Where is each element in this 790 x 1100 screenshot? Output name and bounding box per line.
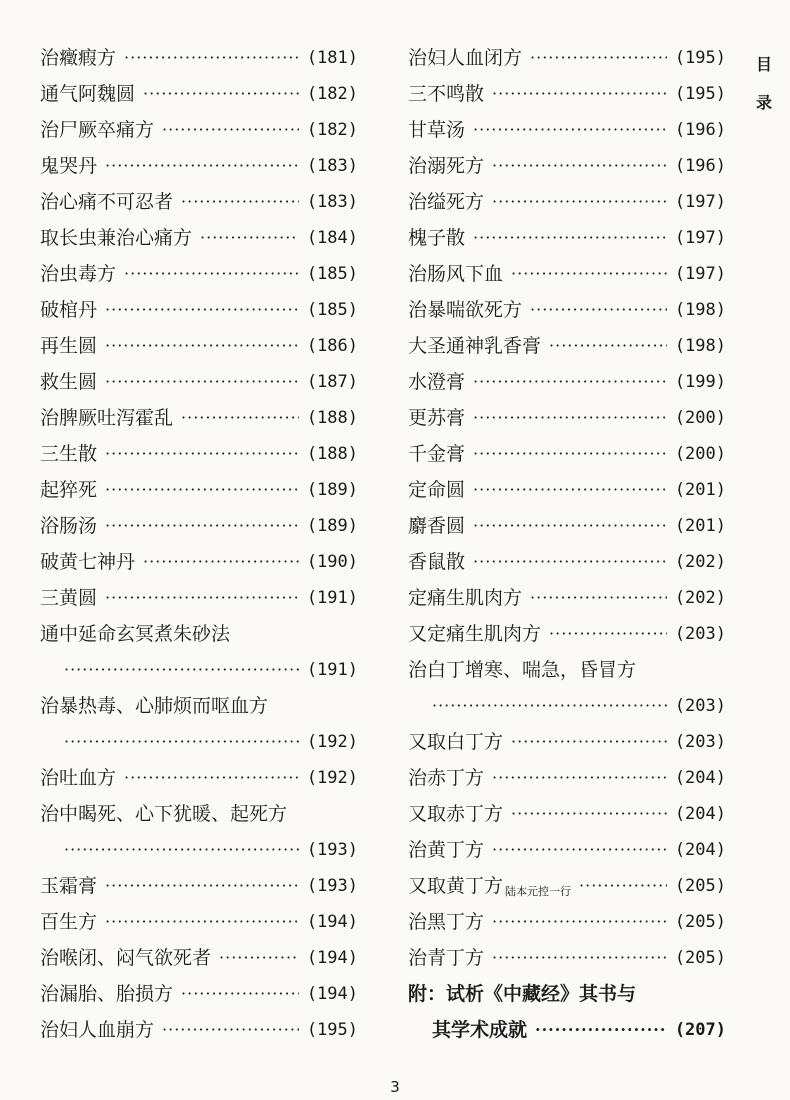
toc-entry-title: 槐子散 [408,227,466,249]
toc-entry [408,436,726,472]
toc-entry-page: (200) [674,444,726,464]
toc-entry-title: 通中延命玄冥煮朱砂法 [40,623,231,645]
toc-entry [40,652,358,688]
toc-entry [40,508,358,544]
toc-entry-title: 治癥瘕方 [40,47,117,69]
dot-leader [162,112,299,148]
dot-leader [105,148,299,184]
toc-entry-page: (192) [306,732,358,752]
dot-leader [64,652,299,688]
toc-entry-page: (197) [674,228,726,248]
toc-entry [40,580,358,616]
toc-entry-page: (195) [674,84,726,104]
dot-leader [492,904,667,940]
toc-entry-page: (202) [674,588,726,608]
dot-leader [181,976,299,1012]
toc-entry [408,256,726,292]
toc-entry-title: 治尸厥卒痛方 [40,119,155,141]
toc-entry-title: 又取黄丁方 [408,875,504,897]
toc-entry-title: 百生方 [40,911,98,933]
dot-leader [511,724,667,760]
dot-leader [105,292,299,328]
toc-entry-page: (207) [674,1020,726,1040]
dot-leader [530,40,667,76]
toc-entry-title: 治赤丁方 [408,767,485,789]
toc-entry [40,256,358,292]
toc-entry-page: (204) [674,840,726,860]
toc-entry-page: (188) [306,444,358,464]
toc-entry [408,508,726,544]
toc-entry-page: (191) [306,588,358,608]
toc-entry-title: 治暴热毒、心肺烦而呕血方 [40,695,269,717]
toc-entry-page: (185) [306,264,358,284]
toc-entry [40,436,358,472]
toc-entry [40,1012,358,1048]
toc-entry-page: (193) [306,876,358,896]
dot-leader [105,328,299,364]
toc-entry [40,832,358,868]
toc-entry-page: (183) [306,192,358,212]
toc-entry-page: (196) [674,156,726,176]
toc-entry [408,796,726,832]
dot-leader [511,796,667,832]
dot-leader [105,580,299,616]
dot-leader [473,364,667,400]
toc-entry-title: 麝香圆 [408,515,466,537]
toc-entry-page: (182) [306,84,358,104]
toc-entry [40,364,358,400]
side-label-char: 录 [755,93,772,112]
toc-entry [408,904,726,940]
toc-entry [408,940,726,976]
toc-entry [408,724,726,760]
toc-entry [408,328,726,364]
toc-entry [408,40,726,76]
toc-entry-page: (197) [674,192,726,212]
toc-entry [408,220,726,256]
toc-entry-title: 治虫毒方 [40,263,117,285]
toc-entry [408,112,726,148]
toc-entry-title: 治妇人血闭方 [408,47,523,69]
toc-entry-title: 又取白丁方 [408,731,504,753]
toc-entry-page: (192) [306,768,358,788]
toc-entry [40,688,358,724]
dot-leader [473,220,667,256]
dot-leader [579,868,667,904]
toc-entry-title: 又取赤丁方 [408,803,504,825]
dot-leader [473,508,667,544]
toc-entry [40,184,358,220]
toc-entry-title: 水澄膏 [408,371,466,393]
toc-entry-title: 治青丁方 [408,947,485,969]
toc-entry-title: 治白丁增寒、喘急，昏冒方 [408,659,637,681]
toc-entry-page: (198) [674,336,726,356]
dot-leader [181,400,299,436]
toc-entry-page: (205) [674,876,726,896]
dot-leader [124,40,299,76]
toc-entry-note: 陆本元控一行 [505,885,572,898]
dot-leader [181,184,299,220]
toc-entry-title: 又定痛生肌肉方 [408,623,542,645]
section-side-label [752,46,776,122]
toc-entry-page: (205) [674,948,726,968]
dot-leader [143,76,299,112]
dot-leader [473,400,667,436]
toc-entry [40,472,358,508]
dot-leader [473,472,667,508]
dot-leader [200,220,299,256]
toc-entry-page: (204) [674,804,726,824]
toc-entry [408,652,726,688]
toc-entry-page: (203) [674,732,726,752]
toc-entry-title: 治黑丁方 [408,911,485,933]
toc-entry-title: 千金膏 [408,443,466,465]
toc-entry-title: 破黄七神丹 [40,551,136,573]
toc-entry [408,1012,726,1048]
toc-entry [40,976,358,1012]
toc-entry-title: 治漏胎、胎损方 [40,983,174,1005]
dot-leader [432,688,667,724]
toc-entry-page: (195) [674,48,726,68]
toc-entry-title: 治妇人血崩方 [40,1019,155,1041]
toc-entry-page: (187) [306,372,358,392]
dot-leader [492,148,667,184]
toc-entry-title: 再生圆 [40,335,98,357]
toc-entry [40,760,358,796]
toc-entry-title: 治暴喘欲死方 [408,299,523,321]
toc-entry-page: (196) [674,120,726,140]
toc-entry-page: (185) [306,300,358,320]
toc-entry-title: 救生圆 [40,371,98,393]
toc-entry-title: 甘草汤 [408,119,466,141]
dot-leader [530,580,667,616]
page-number: 3 [390,1078,400,1096]
dot-leader [473,436,667,472]
toc-entry-title: 治脾厥吐泻霍乱 [40,407,174,429]
dot-leader [143,544,299,580]
toc-entry-title: 浴肠汤 [40,515,98,537]
dot-leader [64,832,299,868]
toc-entry-page: (200) [674,408,726,428]
toc-entry-title: 起猝死 [40,479,98,501]
dot-leader [549,616,667,652]
toc-entry [408,544,726,580]
toc-entry [408,400,726,436]
dot-leader [492,940,667,976]
toc-entry-page: (183) [306,156,358,176]
toc-entry [40,220,358,256]
dot-leader [492,184,667,220]
toc-entry-title: 治吐血方 [40,767,117,789]
toc-entry-title: 附：试析《中藏经》其书与 [408,983,637,1005]
toc-entry-page: (195) [306,1020,358,1040]
toc-entry-title: 治喉闭、闷气欲死者 [40,947,212,969]
toc-entry-page: (201) [674,480,726,500]
toc-entry-title: 更苏膏 [408,407,466,429]
toc-entry-page: (202) [674,552,726,572]
toc-entry-page: (197) [674,264,726,284]
toc-entry [408,580,726,616]
dot-leader [473,544,667,580]
dot-leader [530,292,667,328]
toc-entry-page: (193) [306,840,358,860]
toc-entry [408,292,726,328]
toc-entry-title: 鬼哭丹 [40,155,98,177]
dot-leader [105,868,299,904]
toc-entry [408,616,726,652]
toc-entry-title: 治中暍死、心下犹暖、起死方 [40,803,288,825]
toc-entry [408,184,726,220]
toc-entry-page: (194) [306,948,358,968]
dot-leader [105,904,299,940]
toc-entry-title: 其学术成就 [432,1019,528,1041]
toc-entry-page: (204) [674,768,726,788]
toc-entry-title: 通气阿魏圆 [40,83,136,105]
toc-entry-title: 治黄丁方 [408,839,485,861]
dot-leader [492,832,667,868]
toc-entry-page: (184) [306,228,358,248]
toc-entry-page: (194) [306,984,358,1004]
toc-entry [408,364,726,400]
toc-entry [40,76,358,112]
toc-entry-page: (203) [674,624,726,644]
dot-leader [105,436,299,472]
toc-entry [40,328,358,364]
toc-entry-page: (186) [306,336,358,356]
toc-entry-title: 定痛生肌肉方 [408,587,523,609]
toc-entry-title: 香鼠散 [408,551,466,573]
toc-entry-title: 三不鸣散 [408,83,485,105]
toc-entry [40,904,358,940]
toc-entry-title: 取长虫兼治心痛方 [40,227,193,249]
dot-leader [535,1012,667,1048]
toc-entry [40,724,358,760]
toc-entry-page: (194) [306,912,358,932]
toc-entry [408,76,726,112]
toc-entry-page: (189) [306,480,358,500]
toc-entry [40,940,358,976]
toc-entry [408,148,726,184]
toc-entry-page: (191) [306,660,358,680]
dot-leader [162,1012,299,1048]
side-label-char: 目 [755,55,772,74]
toc-entry-page: (190) [306,552,358,572]
toc-entry [40,40,358,76]
toc-entry [40,112,358,148]
dot-leader [511,256,667,292]
dot-leader [105,472,299,508]
toc-entry-page: (198) [674,300,726,320]
toc-entry-page: (201) [674,516,726,536]
dot-leader [105,508,299,544]
toc-entry [408,832,726,868]
toc-entry [408,688,726,724]
toc-entry-page: (182) [306,120,358,140]
toc-entry-page: (199) [674,372,726,392]
toc-entry-title: 治溺死方 [408,155,485,177]
toc-entry [408,868,726,904]
toc-column-right [408,40,726,1048]
toc-entry [40,544,358,580]
toc-column-left [40,40,358,1048]
toc-entry-title: 三生散 [40,443,98,465]
toc-entry [40,400,358,436]
toc-entry-page: (181) [306,48,358,68]
toc-entry-page: (203) [674,696,726,716]
toc-entry-title: 治缢死方 [408,191,485,213]
dot-leader [492,760,667,796]
toc-entry [408,472,726,508]
dot-leader [64,724,299,760]
dot-leader [219,940,299,976]
toc-entry [40,616,358,652]
toc-entry [40,796,358,832]
toc-entry-title: 三黄圆 [40,587,98,609]
dot-leader [105,364,299,400]
toc-entry [40,292,358,328]
toc-entry-title: 大圣通神乳香膏 [408,335,542,357]
toc-entry [408,976,726,1012]
toc-entry [408,760,726,796]
toc-entry [40,148,358,184]
dot-leader [124,760,299,796]
toc-entry-page: (188) [306,408,358,428]
toc-entry-title: 破棺丹 [40,299,98,321]
toc-entry-title: 治肠风下血 [408,263,504,285]
toc-entry-title: 定命圆 [408,479,466,501]
toc-entry-page: (189) [306,516,358,536]
toc-entry [40,868,358,904]
dot-leader [124,256,299,292]
dot-leader [492,76,667,112]
dot-leader [473,112,667,148]
toc-entry-title: 治心痛不可忍者 [40,191,174,213]
dot-leader [549,328,667,364]
toc-entry-page: (205) [674,912,726,932]
toc-entry-title: 玉霜膏 [40,875,98,897]
